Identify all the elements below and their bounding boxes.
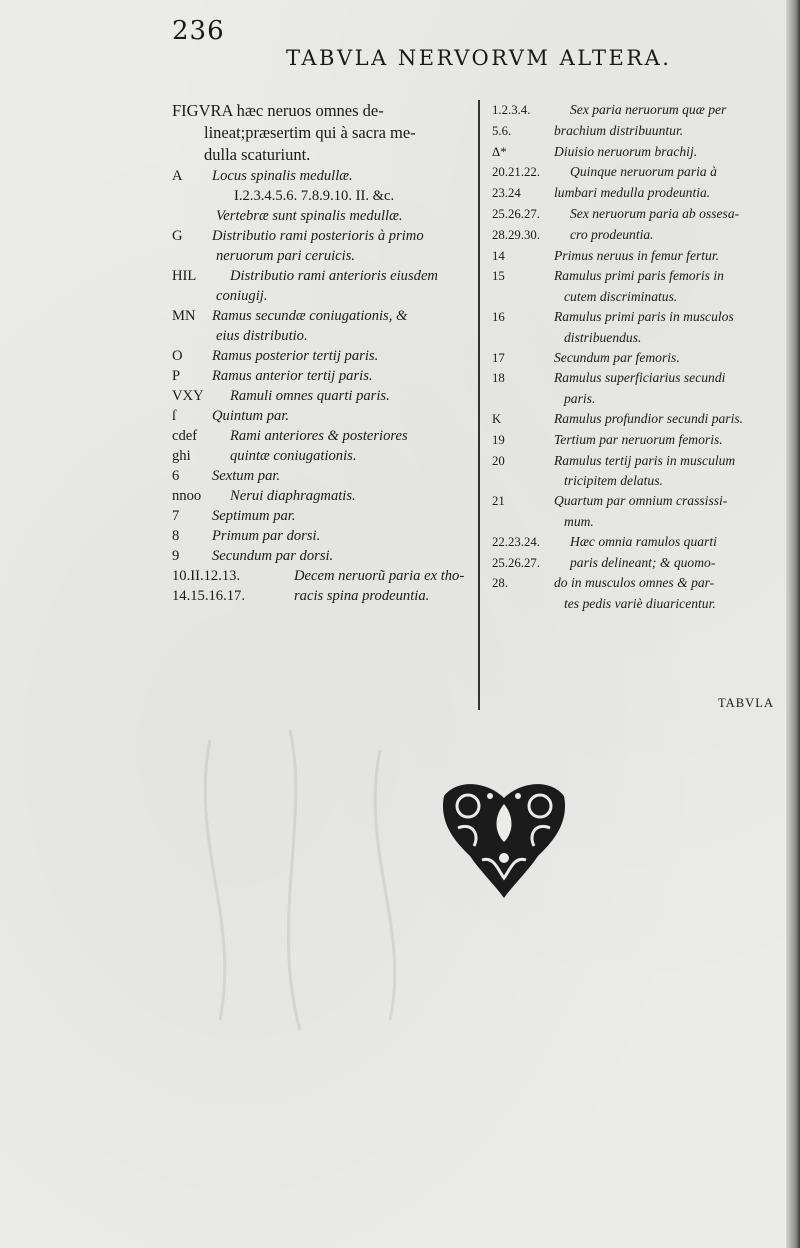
index-entry [172, 386, 472, 406]
index-entry [172, 186, 472, 206]
entry-text: Hæc omnia ramulos quarti [570, 533, 717, 549]
index-entry [492, 287, 792, 307]
entry-text: do in musculos omnes & par- [554, 575, 715, 591]
index-entry [172, 226, 472, 246]
entry-label: A [172, 168, 183, 184]
entry-text: cutem discriminatus. [564, 289, 678, 305]
index-entry [492, 307, 792, 328]
entry-label: 28. [492, 576, 508, 591]
entry-label: MN [172, 308, 196, 324]
index-entry [172, 546, 472, 566]
entry-text: Ramus secundæ coniugationis, & [212, 308, 408, 324]
index-entry [492, 328, 792, 348]
entry-label: 17 [492, 350, 505, 365]
index-entry [492, 368, 792, 389]
entry-text: Secundum par femoris. [554, 349, 680, 365]
index-entry [492, 512, 792, 532]
index-entry [172, 246, 472, 266]
index-entry [172, 426, 472, 446]
entry-label: 25.26.27. [492, 555, 540, 570]
index-entry [172, 266, 472, 286]
entry-text: Ramulus primi paris femoris in [554, 268, 724, 284]
entry-text: quintæ coniugationis. [230, 448, 357, 464]
entry-label: 22.23.24. [492, 534, 540, 549]
entry-label: HIL [172, 268, 197, 284]
entry-label: 10.II.12.13. [172, 568, 241, 584]
entry-text: Locus spinalis medullæ. [212, 168, 353, 184]
index-entry [172, 306, 472, 326]
index-entry [172, 486, 472, 506]
page-number: 236 [172, 16, 225, 46]
entry-text: cro prodeuntia. [570, 226, 654, 242]
entry-label: 19 [492, 432, 505, 447]
catchword: TABVLA [718, 696, 775, 710]
entry-label: VXY [172, 388, 204, 404]
entry-label: 1.2.3.4. [492, 103, 531, 117]
index-entry [492, 553, 792, 574]
entry-text: tricipitem delatus. [564, 473, 663, 489]
entry-label: 9 [172, 548, 180, 564]
entry-label: G [172, 228, 183, 244]
index-entry [172, 346, 472, 366]
entry-text: Rami anteriores & posteriores [230, 428, 408, 444]
right-column [492, 100, 792, 614]
entry-text: Nerui diaphragmatis. [230, 488, 356, 504]
entry-text: paris. [564, 391, 596, 407]
entry-text: brachium distribuuntur. [554, 122, 684, 138]
left-column [172, 100, 472, 606]
entry-label: 25.26.27. [492, 206, 540, 221]
entry-text: Distributio rami posterioris à primo [212, 228, 424, 244]
index-entry [492, 471, 792, 491]
column-divider [478, 100, 480, 710]
entry-label: Δ* [492, 144, 507, 159]
entry-label: O [172, 348, 183, 364]
entry-text: Distributio rami anterioris eiusdem [230, 268, 438, 284]
entry-label: 14 [492, 248, 505, 263]
index-entry [492, 183, 792, 204]
entry-text: Quartum par omnium crassissi- [554, 493, 728, 509]
entry-text: lumbari medulla prodeuntia. [554, 185, 711, 201]
entry-text: Primus neruus in femur fertur. [554, 247, 720, 263]
intro-line: FIGVRA hæc neruos omnes de- [172, 101, 384, 120]
left-entries [172, 166, 472, 606]
index-entry [172, 286, 472, 306]
index-entry [172, 166, 472, 186]
index-entry [492, 100, 792, 121]
intro-line: dulla scaturiunt. [204, 145, 311, 164]
entry-label: cdef [172, 428, 198, 444]
entry-text: Ramulus tertij paris in musculum [554, 452, 736, 468]
entry-label: nnoo [172, 488, 202, 504]
index-entry [492, 430, 792, 451]
entry-label: 18 [492, 371, 505, 386]
entry-text: Ramulus primi paris in musculos [554, 308, 734, 324]
index-entry [172, 406, 472, 426]
entry-label: 16 [492, 309, 505, 324]
entry-label: 23.24 [492, 186, 521, 201]
entry-label: ſ [172, 408, 177, 424]
entry-label: 20 [492, 453, 505, 468]
entry-label: 6 [172, 468, 180, 484]
index-entry [492, 573, 792, 594]
entry-text: Ramulus superficiarius secundi [554, 370, 726, 386]
entry-label: 7 [172, 508, 180, 524]
entry-label: 28.29.30. [492, 227, 540, 242]
entry-text: Septimum par. [212, 508, 296, 524]
entry-label: 5.6. [492, 123, 512, 138]
index-entry [172, 446, 472, 466]
index-entry [172, 206, 472, 226]
entry-label: ghi [172, 448, 191, 464]
entry-text: racis spina prodeuntia. [294, 588, 430, 604]
entry-label: 8 [172, 528, 180, 544]
entry-text: Sex neruorum paria ab ossesa- [570, 205, 740, 221]
index-entry [492, 451, 792, 472]
entry-text: Quinque neruorum paria à [570, 164, 717, 180]
entry-text: Vertebræ sunt spinalis medullæ. [216, 208, 403, 224]
entry-text: tes pedis variè diuaricentur. [564, 596, 716, 612]
index-entry [492, 121, 792, 142]
running-head: TABVLA NERVORVM ALTERA. [286, 46, 672, 70]
entry-text: eius distributio. [216, 328, 308, 344]
entry-label: 15 [492, 269, 505, 284]
index-entry [172, 526, 472, 546]
index-entry [492, 594, 792, 614]
index-entry [172, 506, 472, 526]
index-entry [492, 409, 792, 430]
index-entry [172, 466, 472, 486]
index-entry [172, 366, 472, 386]
entry-label: K [492, 411, 502, 426]
entry-text: Ramus posterior tertij paris. [212, 348, 379, 364]
entry-text: mum. [564, 513, 594, 529]
entry-label: 14.15.16.17. [172, 588, 245, 604]
entry-text: Ramuli omnes quarti paris. [230, 388, 390, 404]
entry-text: Diuisio neruorum brachij. [554, 143, 698, 159]
index-entry [492, 532, 792, 553]
entry-text: Decem neruorũ paria ex tho- [294, 568, 465, 584]
entry-text: Secundum par dorsi. [212, 548, 334, 564]
entry-label: 21 [492, 494, 505, 509]
index-entry [492, 204, 792, 225]
index-entry [172, 586, 472, 606]
entry-text: distribuendus. [564, 329, 642, 345]
entry-text: I.2.3.4.5.6. 7.8.9.10. II. &c. [234, 188, 395, 204]
index-entry [492, 246, 792, 267]
entry-text: Quintum par. [212, 408, 290, 424]
entry-label: P [172, 368, 181, 384]
entry-label: 20.21.22. [492, 165, 540, 180]
index-entry [492, 348, 792, 369]
entry-text: Sex paria neruorum quæ per [570, 102, 727, 117]
entry-text: coniugij. [216, 288, 268, 304]
index-entry [492, 142, 792, 163]
index-entry [492, 162, 792, 183]
entry-text: Primum par dorsi. [212, 528, 321, 544]
entry-text: Ramulus profundior secundi paris. [554, 410, 744, 426]
printers-ornament [438, 776, 570, 902]
entry-text: neruorum pari ceruicis. [216, 248, 356, 264]
index-entry [492, 266, 792, 287]
entry-text: Tertium par neruorum femoris. [554, 431, 723, 447]
entry-text: Sextum par. [212, 468, 281, 484]
right-entries [492, 100, 792, 614]
intro-line: lineat;præsertim qui à sacra me- [204, 123, 416, 142]
index-entry [492, 389, 792, 409]
index-entry [172, 326, 472, 346]
index-entry [492, 225, 792, 246]
entry-text: paris delineant; & quomo- [570, 554, 716, 570]
index-entry [492, 491, 792, 512]
entry-text: Ramus anterior tertij paris. [212, 368, 373, 384]
index-entry [172, 566, 472, 586]
